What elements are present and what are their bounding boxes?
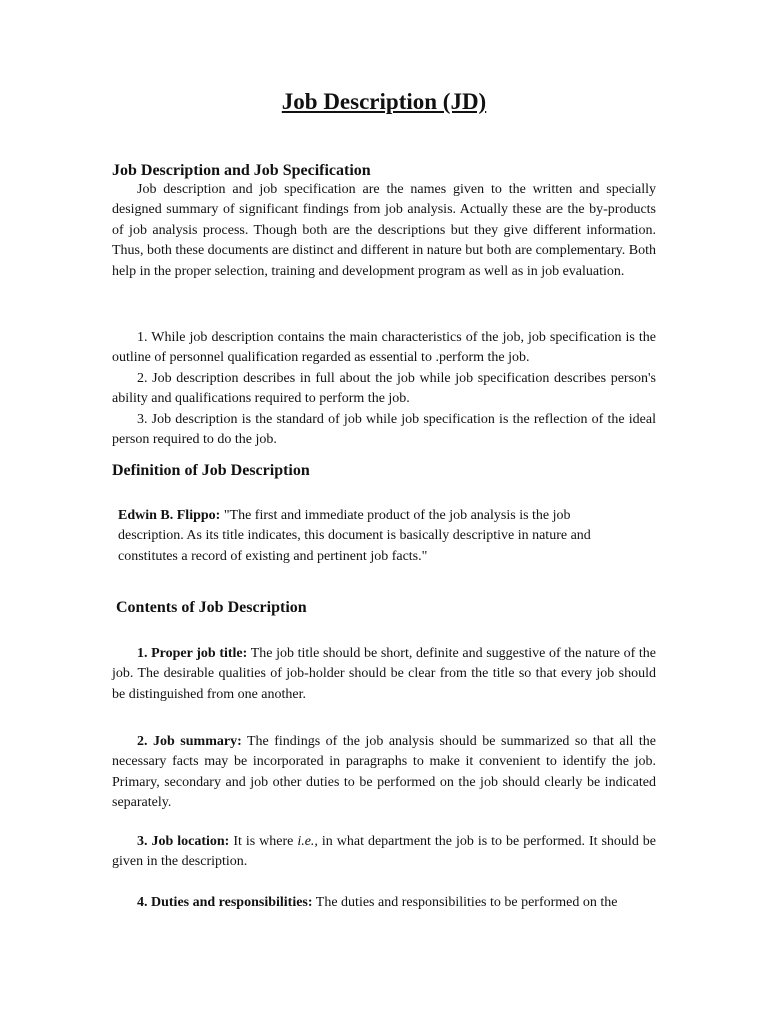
difference-point-2: 2. Job description describes in full about the job while job specification describes person's ability and qualifications required to perform the job. [112, 371, 656, 407]
item-label: 4. Duties and responsibilities: [137, 895, 313, 910]
difference-point-3: 3. Job description is the standard of job while job specification is the reflection of the ideal person required to do the job. [112, 412, 656, 448]
difference-point-1: 1. While job description contains the main characteristics of the job, job specification is the outline of personnel qualification regarded as essential to .perform the job. [112, 330, 656, 366]
definition-quote: "The first and immediate product of the job analysis is the job description. As its title indicates, this document is basically descriptive in nature and constitutes a record of existing and pertinent job facts." [118, 508, 591, 564]
item-text: The job title should be short, definite and suggestive of the nature of the job. The desirable qualities of job-holder should be clear from the title so that every job should be distinguished from one another. [112, 646, 656, 702]
contents-item-duties [112, 893, 656, 913]
flippo-definition [118, 506, 638, 567]
item-italic: i.e., [297, 834, 318, 849]
item-label: 1. Proper job title: [137, 646, 248, 661]
item-label: 3. Job location: [137, 834, 230, 849]
item-label: 2. Job summary: [137, 734, 242, 749]
page-title: Job Description (JD) [281, 89, 487, 114]
intro-paragraph: Job description and job specification are the names given to the written and specially designed summary of significant findings from job analysis. Actually these are the by-products of job analysis process. Though both are the descriptions but they give different information. Thus, both these documents are distinct and different in nature but both are complementary. Both help in the proper selection, training and development program as well as in job evaluation. [112, 182, 656, 279]
item-text-before: It is where [229, 834, 298, 849]
section-heading-definition: Definition of Job Description [112, 462, 310, 479]
item-text: The duties and responsibilities to be performed on the [312, 895, 618, 910]
quote-author: Edwin B. Flippo: [118, 508, 221, 523]
item-text: The findings of the job analysis should be summarized so that all the necessary facts may be incorporated in paragraphs to make it convenient to identify the job. Primary, secondary and job other duties to be performed on the job should clearly be indicated separately. [112, 734, 656, 811]
section-heading-jd-and-js: Job Description and Job Specification [112, 162, 371, 179]
contents-item-job-title [112, 644, 656, 705]
section-heading-contents: Contents of Job Description [116, 599, 307, 616]
contents-item-job-location [112, 832, 656, 873]
item-text-after: in what department the job is to be performed. It should be given in the description. [112, 834, 657, 870]
contents-item-job-summary [112, 732, 656, 814]
